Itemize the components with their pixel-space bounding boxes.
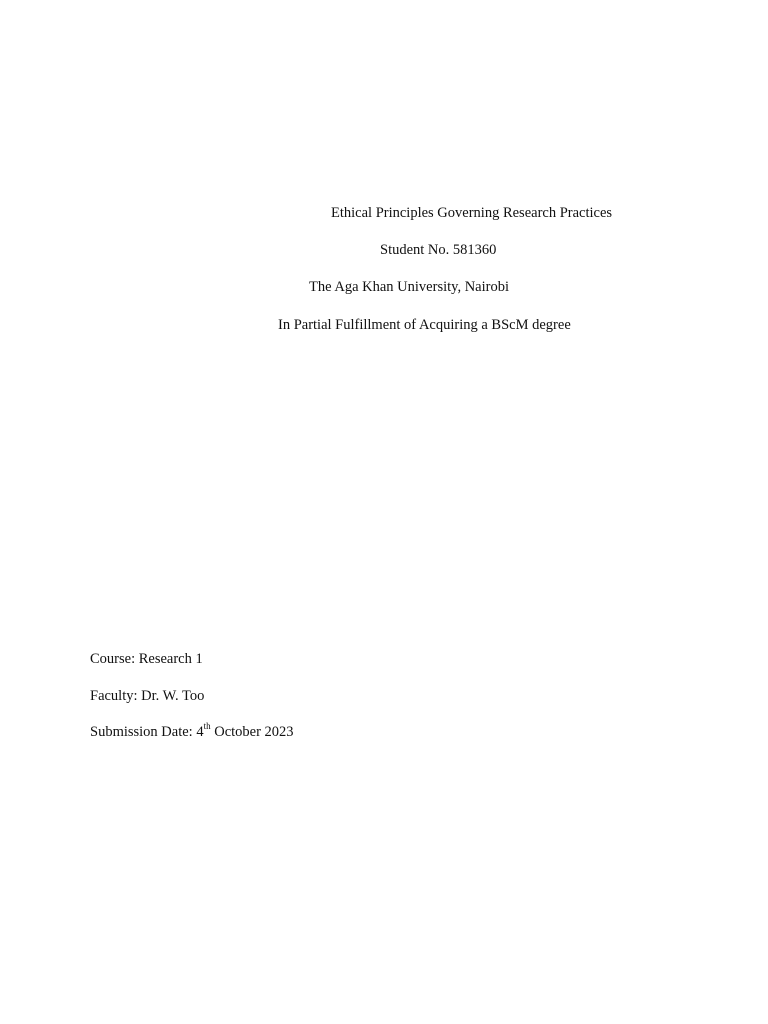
fulfillment-statement: In Partial Fulfillment of Acquiring a BScM degree xyxy=(278,317,571,333)
student-number: Student No. 581360 xyxy=(380,242,497,258)
paper-title: Ethical Principles Governing Research Practices xyxy=(331,205,613,221)
submission-date-prefix: Submission Date: 4 xyxy=(90,724,204,740)
submission-date-rest: October 2023 xyxy=(210,724,294,740)
university-name: The Aga Khan University, Nairobi xyxy=(309,279,509,295)
course-line: Course: Research 1 xyxy=(90,651,203,667)
faculty-line: Faculty: Dr. W. Too xyxy=(90,688,205,704)
submission-date-line xyxy=(90,723,294,741)
ordinal-suffix: th xyxy=(203,721,211,732)
